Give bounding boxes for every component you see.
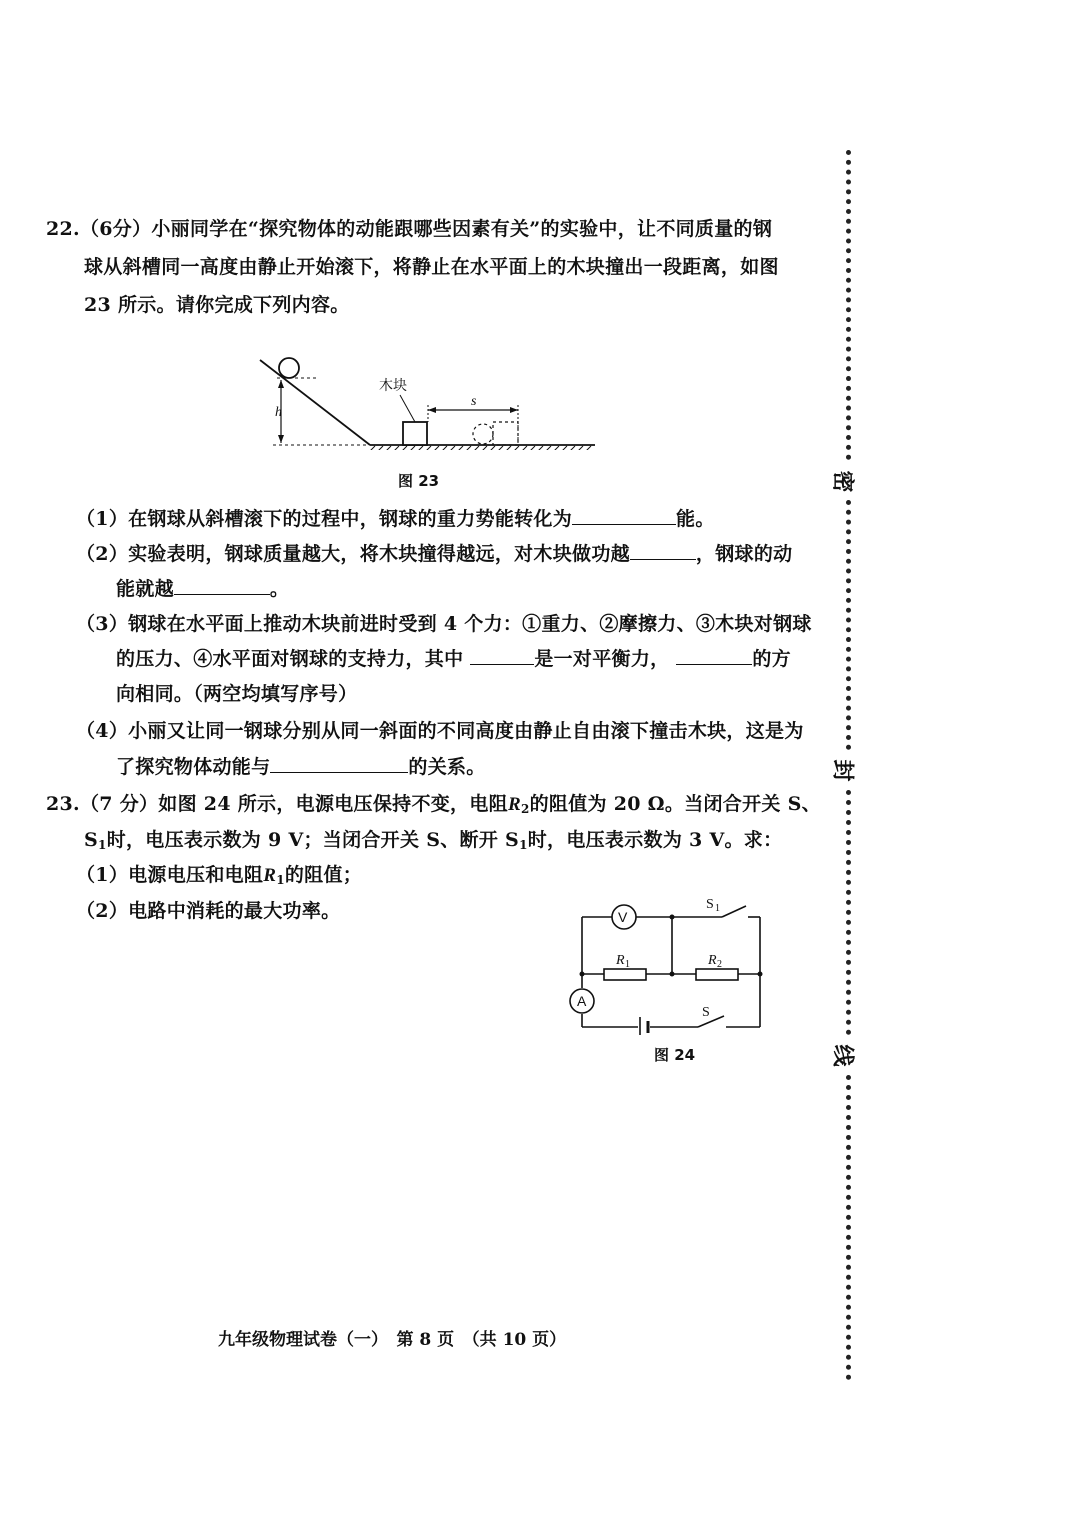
seal-char-xian: 线 xyxy=(829,1044,856,1067)
wooden-block xyxy=(403,422,427,445)
q22-part-4-line-1: （4）小丽又让同一钢球分别从同一斜面的不同高度由静止自由滚下撞击木块，这是为 xyxy=(76,720,804,742)
q22-part-2-line-2: 能就越 。 xyxy=(116,578,290,600)
steel-ball xyxy=(279,358,299,378)
figure-23 xyxy=(255,350,600,450)
answer-blank-5[interactable] xyxy=(676,646,752,665)
seal-dotted-line-1 xyxy=(846,150,854,460)
answer-blank-2[interactable] xyxy=(630,541,696,560)
q22-part-3-line-3: 向相同。（两空均填写序号） xyxy=(116,683,358,705)
figure-24-caption: 图 24 xyxy=(654,1046,696,1064)
q23-line-1: 23.（7 分）如图 24 所示，电源电压保持不变，电阻$R_2$的阻值为 20 Ω。当闭合开关 S、 xyxy=(46,793,821,816)
svg-text:1: 1 xyxy=(715,903,720,914)
figure-23-caption: 图 23 xyxy=(398,472,440,490)
seal-dotted-line-2 xyxy=(846,500,854,750)
ammeter-label: A xyxy=(577,993,587,1009)
seal-dotted-line-4 xyxy=(846,1075,854,1380)
q22-part-3-line-1: （3）钢球在水平面上推动木块前进时受到 4 个力：①重力、②摩擦力、③木块对钢球 xyxy=(76,613,812,635)
answer-blank-1[interactable] xyxy=(572,506,676,525)
label-h: h xyxy=(275,405,282,420)
q22-part-1: （1）在钢球从斜槽滚下的过程中，钢球的重力势能转化为 能。 xyxy=(76,508,715,530)
seal-char-feng: 封 xyxy=(829,759,856,782)
page-footer: 九年级物理试卷（一） 第 8 页 （共 10 页） xyxy=(218,1330,567,1350)
voltmeter-label: V xyxy=(618,909,628,925)
seal-char-mi: 密 xyxy=(829,470,856,493)
svg-text:2: 2 xyxy=(717,959,722,970)
q22-part-3-line-2: 的压力、④水平面对钢球的支持力，其中 是一对平衡力， 的方 xyxy=(116,648,791,670)
svg-text:S: S xyxy=(706,897,714,912)
answer-blank-6[interactable] xyxy=(270,754,408,773)
seal-dotted-line-3 xyxy=(846,790,854,1035)
label-s: s xyxy=(471,394,477,409)
svg-text:R: R xyxy=(708,953,717,968)
q22-part-2-line-1: （2）实验表明，钢球质量越大，将木块撞得越远，对木块做功越 ，钢球的动 xyxy=(76,543,793,565)
svg-text:R: R xyxy=(616,953,625,968)
resistor-r1 xyxy=(604,969,646,980)
answer-blank-4[interactable] xyxy=(470,646,534,665)
svg-text:1: 1 xyxy=(625,959,630,970)
q22-line-1: 22.（6分）小丽同学在“探究物体的动能跟哪些因素有关”的实验中，让不同质量的钢 xyxy=(46,218,773,240)
answer-blank-3[interactable] xyxy=(174,576,270,595)
resistor-r2 xyxy=(696,969,738,980)
figure-24 xyxy=(560,890,775,1035)
q23-sub-2: （2）电路中消耗的最大功率。 xyxy=(76,900,341,922)
svg-text:S: S xyxy=(702,1005,710,1020)
q22-line-3: 23 所示。请你完成下列内容。 xyxy=(84,294,350,316)
q23-line-2: $S_1$时，电压表示数为 9 V；当闭合开关 S、断开 $S_1$时，电压表示数为 3 V。求： xyxy=(84,829,783,852)
label-block: 木块 xyxy=(379,378,407,394)
q22-line-2: 球从斜槽同一高度由静止开始滚下，将静止在水平面上的木块撞出一段距离，如图 xyxy=(84,256,779,278)
q23-sub-1: （1）电源电压和电阻$R_1$的阻值； xyxy=(76,864,363,887)
q22-part-4-line-2: 了探究物体动能与 的关系。 xyxy=(116,756,486,778)
